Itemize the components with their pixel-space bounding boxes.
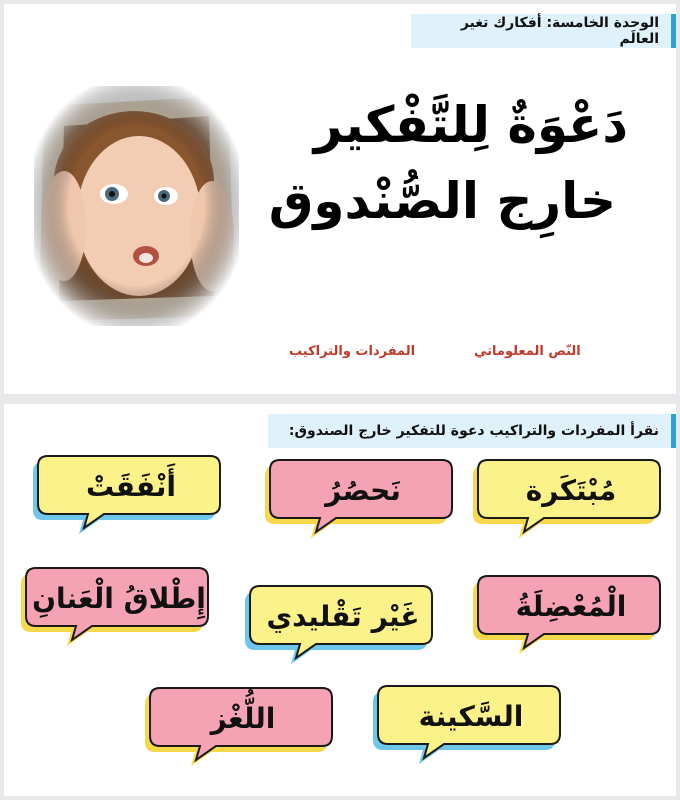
informational-text-link[interactable]: النّص المعلوماتي [474,344,581,359]
vocabulary-word: أَنْفَقَتْ [85,469,177,503]
vocabulary-word: غَيْر تَقْليدي [266,599,420,633]
vocabulary-bubble [266,456,456,534]
vocabulary-banner: نقرأ المفردات والتراكيب دعوة للتفكير خارج الصندوق: [268,414,676,448]
vocabulary-word: نَحصُرُ [325,473,401,507]
vocabulary-bubble [146,684,336,762]
vocabulary-bubble [34,452,224,530]
vocabulary-link[interactable]: المفردات والتراكيب [289,344,416,359]
vocabulary-bubble [22,564,212,642]
vocabulary-slide [4,404,676,796]
vocabulary-bubble [474,456,664,534]
child-photo [34,86,239,326]
lesson-title-line-1: دَعْوَةٌ لِلتَّفْكير [313,96,628,154]
lesson-title-line-2: خارِج الصُّنْدوق [268,172,616,230]
vocabulary-bubble [474,572,664,650]
vocabulary-word: مُبْتَكَرة [525,473,617,507]
vocabulary-word: اللُّغْز [210,701,276,735]
unit-banner: الوحدة الخامسة: أفكارك تغير العالَم [411,14,676,48]
vocabulary-bubble [246,582,436,660]
title-slide [4,4,676,394]
vocabulary-bubble [374,682,564,760]
vocabulary-word: الْمُعْضِلَةُ [515,589,627,623]
vocabulary-word: إِطْلاقُ الْعَنانِ [32,581,206,615]
vocabulary-word: السَّكينة [418,699,524,733]
